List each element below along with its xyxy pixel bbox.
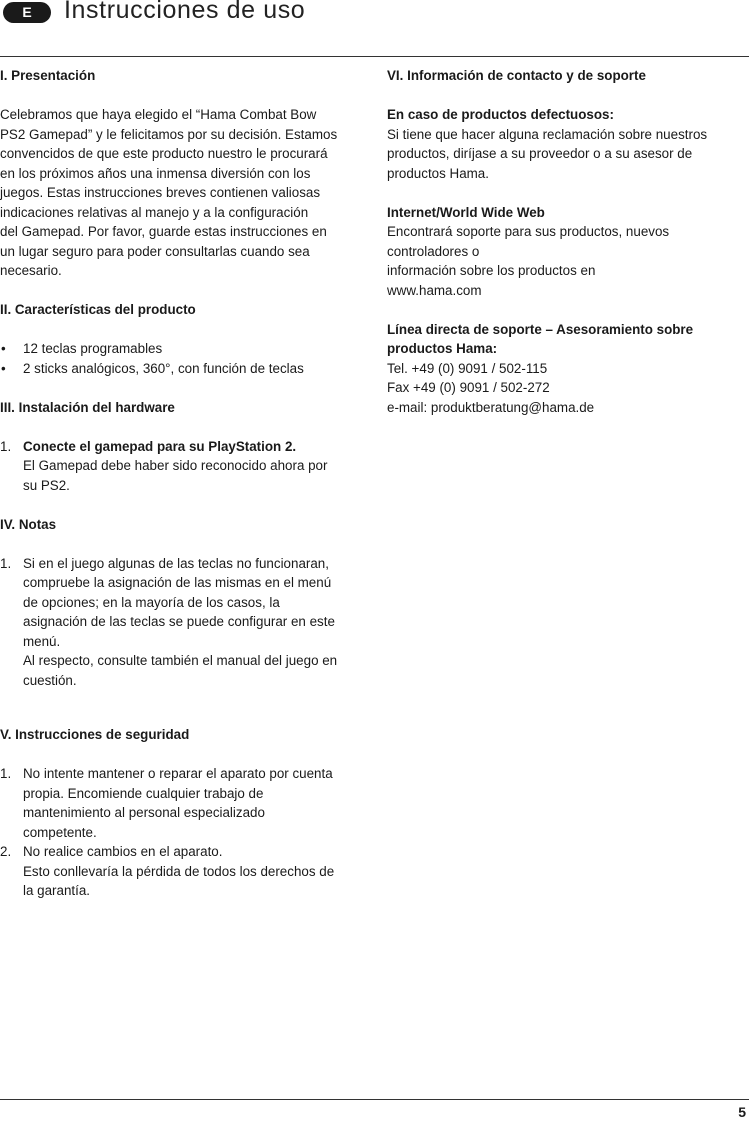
text-line: Encontrará soporte para sus productos, nuevos bbox=[387, 224, 670, 239]
text-line: en los próximos años una inmensa diversión con los bbox=[0, 165, 311, 181]
left-column bbox=[0, 66, 364, 901]
page-header bbox=[0, 0, 749, 57]
text-line: No realice cambios en el aparato. bbox=[23, 844, 223, 859]
presentacion-text bbox=[0, 105, 364, 281]
text-line: competente. bbox=[23, 824, 97, 840]
text-line: la garantía. bbox=[23, 883, 90, 898]
text-line: indicaciones relativas al manejo y a la configuración bbox=[0, 204, 309, 220]
phone-number: Tel. +49 (0) 9091 / 502-115 bbox=[387, 360, 548, 376]
feature-text: 12 teclas programables bbox=[23, 341, 163, 356]
web-heading: Internet/World Wide Web bbox=[387, 204, 545, 220]
text-line: El Gamepad debe haber sido reconocido ahora por bbox=[23, 458, 328, 473]
website-link[interactable]: www.hama.com bbox=[387, 282, 482, 298]
fax-number: Fax +49 (0) 9091 / 502-272 bbox=[387, 380, 550, 395]
list-item bbox=[0, 842, 364, 901]
text-line: Si tiene que hacer alguna reclamación sobre nuestros bbox=[387, 126, 708, 142]
text-line: de opciones; en la mayoría de los casos, la bbox=[23, 594, 280, 610]
document-title: Instrucciones de uso bbox=[64, 0, 306, 24]
feature-list bbox=[0, 339, 364, 378]
step-number: 1. bbox=[0, 766, 12, 781]
page-number: 5 bbox=[738, 1104, 746, 1120]
text-line: un lugar seguro para poder consultarlas cuando sea bbox=[0, 243, 310, 259]
text-line: Si en el juego algunas de las teclas no funcionaran, bbox=[23, 555, 329, 571]
section-title-seguridad: V. Instrucciones de seguridad bbox=[0, 727, 190, 742]
step-number: 1. bbox=[0, 438, 12, 454]
text-line: mantenimiento al personal especializado bbox=[23, 805, 265, 820]
text-line: productos Hama. bbox=[387, 165, 489, 181]
text-line: asignación de las teclas se puede configurar en este bbox=[23, 614, 335, 629]
text-line: propia. Encomiende cualquier trabajo de bbox=[23, 785, 264, 801]
list-item bbox=[0, 339, 364, 359]
text-line: del Gamepad. Por favor, guarde estas instrucciones en bbox=[0, 224, 327, 239]
text-line: su PS2. bbox=[23, 477, 70, 493]
list-item bbox=[0, 359, 364, 379]
text-line: menú. bbox=[23, 633, 61, 649]
text-line: cuestión. bbox=[23, 672, 77, 688]
bullet-marker: • bbox=[1, 360, 6, 376]
text-line: controladores o bbox=[387, 243, 480, 259]
text-line: PS2 Gamepad” y le felicitamos por su decisión. Estamos bbox=[0, 126, 338, 142]
text-line: Esto conllevaría la pérdida de todos los derechos de bbox=[23, 863, 335, 879]
language-badge: E bbox=[3, 2, 51, 23]
section-title-contacto: VI. Información de contacto y de soporte bbox=[387, 68, 646, 83]
hotline-heading: productos Hama: bbox=[387, 341, 498, 356]
bullet-marker: • bbox=[1, 341, 6, 356]
text-line: Al respecto, consulte también el manual del juego en bbox=[23, 653, 338, 668]
list-item bbox=[0, 437, 364, 496]
hotline-heading: Línea directa de soporte – Asesoramiento sobre bbox=[387, 321, 694, 337]
step-number: 2. bbox=[0, 844, 12, 859]
feature-text: 2 sticks analógicos, 360°, con función de teclas bbox=[23, 360, 304, 376]
installation-steps bbox=[0, 437, 364, 496]
text-line: No intente mantener o reparar el aparato por cuenta bbox=[23, 766, 333, 781]
text-line: productos, diríjase a su proveedor o a su asesor de bbox=[387, 146, 693, 161]
text-line: Celebramos que haya elegido el “Hama Combat Bow bbox=[0, 107, 317, 122]
text-line: convencidos de que este producto nuestro le procurará bbox=[0, 146, 328, 161]
footer-divider bbox=[0, 1099, 749, 1100]
text-line: compruebe la asignación de las mismas en el menú bbox=[23, 575, 332, 590]
right-column bbox=[387, 66, 743, 417]
safety-list bbox=[0, 764, 364, 901]
section-title-caracteristicas: II. Características del producto bbox=[0, 302, 196, 317]
text-line: juegos. Estas instrucciones breves contienen valiosas bbox=[0, 185, 321, 200]
text-line: necesario. bbox=[0, 263, 62, 278]
list-item bbox=[0, 554, 364, 691]
section-title-instalacion: III. Instalación del hardware bbox=[0, 399, 175, 415]
step-number: 1. bbox=[0, 555, 12, 571]
email-address[interactable]: e-mail: produktberatung@hama.de bbox=[387, 399, 595, 415]
defect-heading: En caso de productos defectuosos: bbox=[387, 107, 614, 122]
text-line: Conecte el gamepad para su PlayStation 2. bbox=[23, 438, 297, 454]
text-line: información sobre los productos en bbox=[387, 263, 596, 278]
list-item bbox=[0, 764, 364, 842]
notes-list bbox=[0, 554, 364, 691]
section-title-notas: IV. Notas bbox=[0, 516, 57, 532]
section-title-presentacion: I. Presentación bbox=[0, 68, 96, 83]
